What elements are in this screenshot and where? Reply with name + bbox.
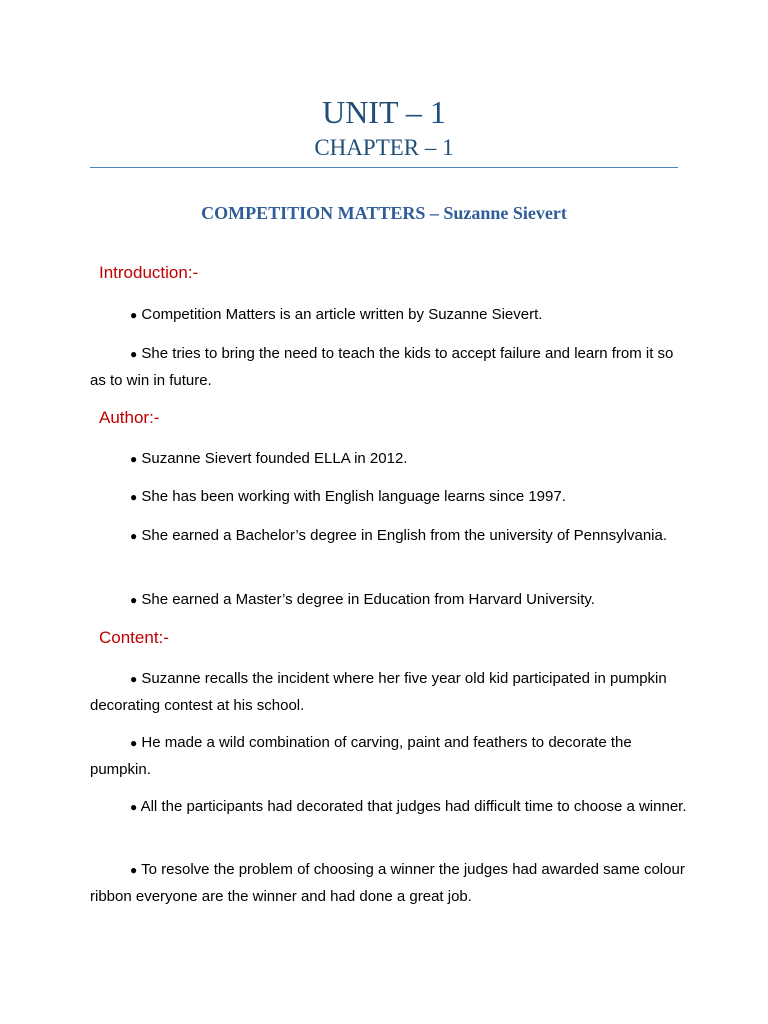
bullet-icon: ● bbox=[130, 308, 138, 322]
bullet-icon: ● bbox=[130, 529, 138, 543]
bullet-icon: ● bbox=[130, 800, 138, 814]
list-item bbox=[90, 484, 690, 511]
bullet-icon: ● bbox=[130, 452, 138, 466]
unit-title: UNIT – 1 bbox=[322, 94, 446, 130]
list-item-text: Suzanne Sievert founded ELLA in 2012. bbox=[141, 450, 408, 467]
bullet-icon: ● bbox=[130, 347, 138, 361]
list-item bbox=[90, 666, 690, 718]
list-item-text: Suzanne recalls the incident where her five year old kid participated in pumpkin decorating contest at his school. bbox=[90, 670, 667, 714]
list-item bbox=[90, 341, 690, 393]
section-heading-content: Content:- bbox=[99, 628, 169, 647]
article-title: COMPETITION MATTERS – Suzanne Sievert bbox=[201, 203, 567, 223]
list-item-text: She earned a Bachelor’s degree in English from the university of Pennsylvania. bbox=[141, 527, 668, 544]
list-item bbox=[90, 857, 690, 909]
bullet-icon: ● bbox=[130, 490, 138, 504]
list-item bbox=[90, 446, 690, 473]
list-item-text: She has been working with English language learns since 1997. bbox=[141, 488, 566, 505]
list-item bbox=[90, 523, 690, 550]
list-item-text: She tries to bring the need to teach the kids to accept failure and learn from it so as to win in future. bbox=[90, 345, 674, 389]
list-item bbox=[90, 794, 690, 821]
chapter-title: CHAPTER – 1 bbox=[314, 135, 454, 160]
bullet-icon: ● bbox=[130, 736, 138, 750]
list-item-text: He made a wild combination of carving, paint and feathers to decorate the pumpkin. bbox=[90, 734, 632, 778]
list-item bbox=[90, 302, 690, 329]
list-item-text: To resolve the problem of choosing a winner the judges had awarded same colour ribbon everyone are the winner and had done a great job. bbox=[90, 861, 685, 905]
list-item bbox=[90, 730, 690, 782]
title-divider bbox=[90, 167, 678, 168]
section-heading-author: Author:- bbox=[99, 408, 160, 427]
list-item bbox=[90, 587, 690, 614]
section-heading-introduction: Introduction:- bbox=[99, 263, 199, 282]
bullet-icon: ● bbox=[130, 863, 138, 877]
bullet-icon: ● bbox=[130, 593, 138, 607]
bullet-icon: ● bbox=[130, 672, 138, 686]
list-item-text: Competition Matters is an article written by Suzanne Sievert. bbox=[141, 306, 543, 323]
list-item-text: All the participants had decorated that judges had difficult time to choose a winner. bbox=[140, 798, 687, 815]
list-item-text: She earned a Master’s degree in Education from Harvard University. bbox=[141, 591, 595, 608]
